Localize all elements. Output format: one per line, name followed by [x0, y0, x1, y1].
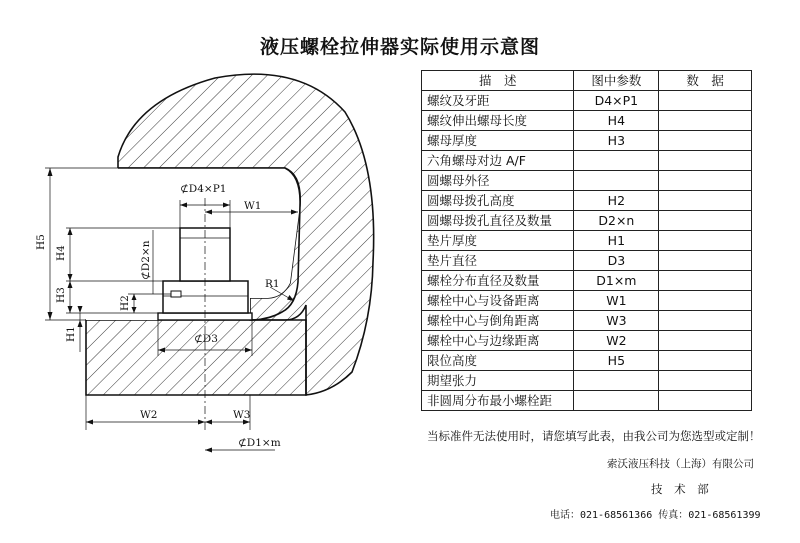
row-data-cell[interactable] [659, 211, 752, 231]
row-description: 圆螺母外径 [422, 171, 574, 191]
row-param [574, 151, 659, 171]
table-row [422, 251, 752, 271]
table-row [422, 331, 752, 351]
label-d2n: ⊄D2×n [140, 240, 152, 280]
row-data-cell[interactable] [659, 291, 752, 311]
table-row [422, 151, 752, 171]
row-data-cell[interactable] [659, 371, 752, 391]
row-data-cell[interactable] [659, 331, 752, 351]
row-description: 六角螺母对边 A/F [422, 151, 574, 171]
label-h5: H5 [35, 234, 47, 250]
row-description: 螺栓分布直径及数量 [422, 271, 574, 291]
row-description: 垫片直径 [422, 251, 574, 271]
row-data-cell[interactable] [659, 271, 752, 291]
label-h4: H4 [55, 245, 67, 261]
row-data-cell[interactable] [659, 91, 752, 111]
label-h2: H2 [119, 295, 131, 311]
row-data-cell[interactable] [659, 111, 752, 131]
spec-table [421, 70, 752, 411]
row-description: 垫片厚度 [422, 231, 574, 251]
table-row [422, 231, 752, 251]
row-param: H1 [574, 231, 659, 251]
row-data-cell[interactable] [659, 171, 752, 191]
row-description: 螺母厚度 [422, 131, 574, 151]
table-row [422, 211, 752, 231]
row-param: W3 [574, 311, 659, 331]
row-data-cell[interactable] [659, 351, 752, 371]
table-row [422, 311, 752, 331]
row-param: D1×m [574, 271, 659, 291]
row-data-cell[interactable] [659, 231, 752, 251]
label-d1m: ⊄D1×m [238, 437, 281, 449]
row-param: H2 [574, 191, 659, 211]
row-data-cell[interactable] [659, 391, 752, 411]
label-h1: H1 [65, 326, 77, 342]
label-w3: W3 [233, 409, 251, 421]
table-row [422, 91, 752, 111]
row-param: W1 [574, 291, 659, 311]
row-description: 圆螺母拨孔直径及数量 [422, 211, 574, 231]
row-data-cell[interactable] [659, 191, 752, 211]
row-description: 螺栓中心与设备距离 [422, 291, 574, 311]
row-param: W2 [574, 331, 659, 351]
table-row [422, 171, 752, 191]
flange-body [86, 320, 306, 395]
header-data: 数 据 [659, 71, 752, 91]
row-data-cell[interactable] [659, 131, 752, 151]
row-param: H4 [574, 111, 659, 131]
row-description: 螺栓中心与边缘距离 [422, 331, 574, 351]
row-description: 圆螺母拨孔高度 [422, 191, 574, 211]
page-title: 液压螺栓拉伸器实际使用示意图 [259, 36, 540, 58]
row-param [574, 171, 659, 191]
row-param [574, 391, 659, 411]
row-description: 限位高度 [422, 351, 574, 371]
label-d4p1: ⊄D4×P1 [180, 183, 227, 195]
table-row [422, 371, 752, 391]
row-description: 螺纹及牙距 [422, 91, 574, 111]
contact-info: 电话：021-68561366 传真：021-68561399 [550, 510, 761, 521]
row-param: D4×P1 [574, 91, 659, 111]
table-row [422, 131, 752, 151]
row-description: 期望张力 [422, 371, 574, 391]
row-param: D3 [574, 251, 659, 271]
table-row [422, 191, 752, 211]
label-r1: R1 [265, 278, 280, 290]
table-row [422, 291, 752, 311]
table-row [422, 271, 752, 291]
department-name: 技 术 部 [651, 482, 713, 496]
row-param: H5 [574, 351, 659, 371]
table-row [422, 111, 752, 131]
header-description: 描 述 [422, 71, 574, 91]
table-row [422, 391, 752, 411]
row-data-cell[interactable] [659, 251, 752, 271]
row-data-cell[interactable] [659, 311, 752, 331]
notice-text: 当标准件无法使用时，请您填写此表，由我公司为您选型或定制！ [427, 429, 761, 443]
row-param: D2×n [574, 211, 659, 231]
table-row [422, 351, 752, 371]
row-param [574, 371, 659, 391]
label-w1: W1 [244, 200, 262, 212]
row-description: 螺栓中心与倒角距离 [422, 311, 574, 331]
label-w2: W2 [140, 409, 158, 421]
row-description: 螺纹伸出螺母长度 [422, 111, 574, 131]
table-header-row [422, 71, 752, 91]
nut-pin-hole [171, 291, 181, 297]
label-h3: H3 [55, 287, 67, 303]
header-param: 图中参数 [574, 71, 659, 91]
label-d3: ⊄D3 [194, 333, 218, 345]
row-param: H3 [574, 131, 659, 151]
row-description: 非圆周分布最小螺栓距 [422, 391, 574, 411]
company-name: 索沃液压科技（上海）有限公司 [607, 458, 754, 470]
row-data-cell[interactable] [659, 151, 752, 171]
